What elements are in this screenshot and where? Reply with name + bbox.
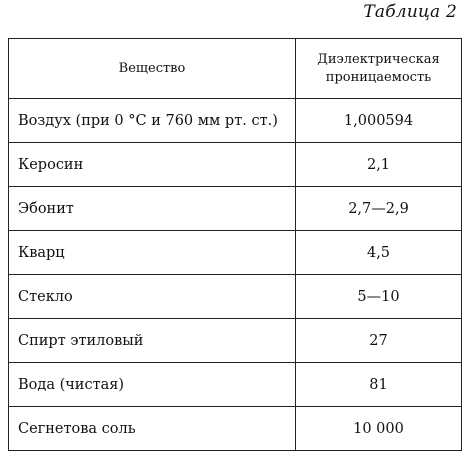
- substance-cell: Воздух (при 0 °С и 760 мм рт. ст.): [9, 99, 296, 143]
- table-header-row: [9, 39, 462, 99]
- header-permittivity: Диэлектрическая проницаемость: [296, 39, 462, 99]
- table-row: [9, 187, 462, 231]
- substance-cell: Сегнетова соль: [9, 407, 296, 451]
- table-row: [9, 143, 462, 187]
- substance-cell: Эбонит: [9, 187, 296, 231]
- substance-cell: Спирт этиловый: [9, 319, 296, 363]
- table-row: [9, 231, 462, 275]
- permittivity-cell: 1,000594: [296, 99, 462, 143]
- table-row: [9, 407, 462, 451]
- permittivity-cell: 5—10: [296, 275, 462, 319]
- table-row: [9, 99, 462, 143]
- header-substance: Вещество: [9, 39, 296, 99]
- permittivity-cell: 27: [296, 319, 462, 363]
- permittivity-cell: 81: [296, 363, 462, 407]
- permittivity-cell: 2,7—2,9: [296, 187, 462, 231]
- substance-cell: Стекло: [9, 275, 296, 319]
- table-row: [9, 363, 462, 407]
- table-row: [9, 319, 462, 363]
- permittivity-cell: 4,5: [296, 231, 462, 275]
- permittivity-cell: 10 000: [296, 407, 462, 451]
- permittivity-cell: 2,1: [296, 143, 462, 187]
- substance-cell: Вода (чистая): [9, 363, 296, 407]
- substance-cell: Керосин: [9, 143, 296, 187]
- table-caption: Таблица 2: [363, 2, 457, 22]
- table-row: [9, 275, 462, 319]
- permittivity-table: [8, 38, 462, 451]
- substance-cell: Кварц: [9, 231, 296, 275]
